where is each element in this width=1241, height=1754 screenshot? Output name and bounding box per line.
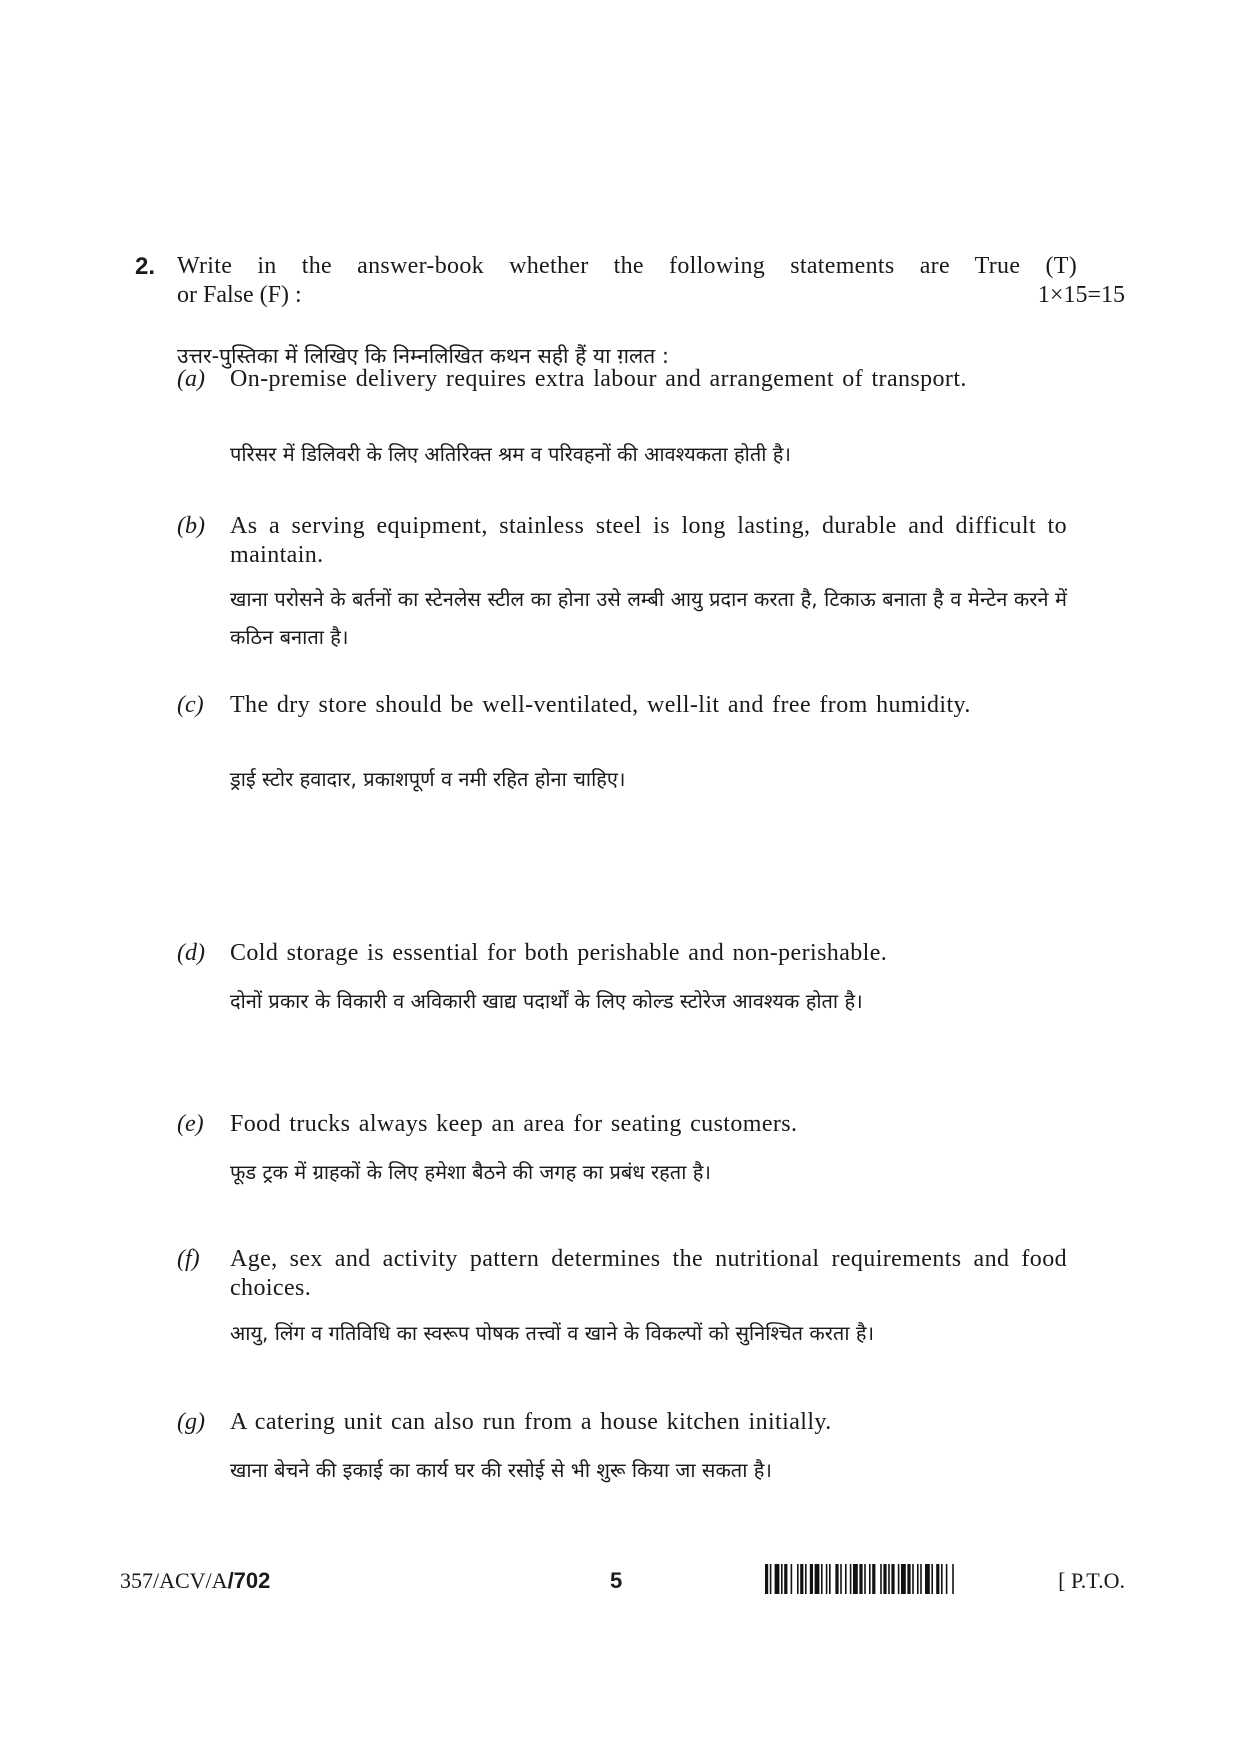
statement-label: (d) (177, 940, 205, 966)
statement-english: Cold storage is essential for both perishable and non-perishable. (230, 940, 888, 966)
statement-english: A catering unit can also run from a house kitchen initially. (230, 1409, 832, 1435)
statement-english: The dry store should be well-ventilated, well-lit and free from humidity. (230, 692, 971, 718)
statement-label: (c) (177, 692, 204, 718)
statement-hindi: परिसर में डिलिवरी के लिए अतिरिक्त श्रम व परिवहनों की आवश्यकता होती है। (230, 442, 791, 466)
paper-code-prefix: 357/ACV/A (120, 1568, 228, 1593)
barcode-icon (765, 1564, 1033, 1594)
statement-label: (a) (177, 366, 205, 392)
question-text-line1: Write in the answer-book whether the following statements are True (T) (177, 253, 1077, 279)
question-marks: 1×15=15 (1037, 282, 1125, 308)
statement-label: (e) (177, 1111, 204, 1137)
paper-code-number: /702 (227, 1568, 271, 1593)
statement-english: On-premise delivery requires extra labour and arrangement of transport. (230, 366, 967, 392)
statement-hindi: ड्राई स्टोर हवादार, प्रकाशपूर्ण व नमी रहित होना चाहिए। (230, 767, 626, 791)
page-number: 5 (610, 1568, 623, 1593)
statement-label: (b) (177, 513, 205, 539)
paper-code (120, 1568, 270, 1594)
question-text-line2: or False (F) : (177, 282, 302, 308)
statement-english: As a serving equipment, stainless steel is long lasting, durable and difficult to maintain. (230, 513, 1067, 568)
statement-label: (f) (177, 1246, 200, 1272)
statement-hindi: दोनों प्रकार के विकारी व अविकारी खाद्य पदार्थों के लिए कोल्ड स्टोरेज आवश्यक होता है। (230, 989, 863, 1013)
statement-hindi: आयु, लिंग व गतिविधि का स्वरूप पोषक तत्त्वों व खाने के विकल्पों को सुनिश्चित करता है। (230, 1321, 875, 1345)
question-hindi: उत्तर-पुस्तिका में लिखिए कि निम्नलिखित कथन सही हैं या ग़लत : (177, 344, 669, 368)
statement-hindi: खाना बेचने की इकाई का कार्य घर की रसोई से भी शुरू किया जा सकता है। (230, 1458, 772, 1482)
statement-hindi: खाना परोसने के बर्तनों का स्टेनलेस स्टील का होना उसे लम्बी आयु प्रदान करता है, टिकाऊ बनाता है व मेन्टेन करने में कठिन बनाता है। (230, 587, 1067, 649)
statement-hindi: फूड ट्रक में ग्राहकों के लिए हमेशा बैठने की जगह का प्रबंध रहता है। (230, 1160, 711, 1184)
pto-label: [ P.T.O. (1058, 1568, 1125, 1593)
statement-english: Age, sex and activity pattern determines the nutritional requirements and food choices. (230, 1246, 1067, 1301)
statement-label: (g) (177, 1409, 205, 1435)
statement-english: Food trucks always keep an area for seating customers. (230, 1111, 798, 1137)
page-footer (120, 1568, 1125, 1600)
question-number: 2. (135, 253, 156, 280)
